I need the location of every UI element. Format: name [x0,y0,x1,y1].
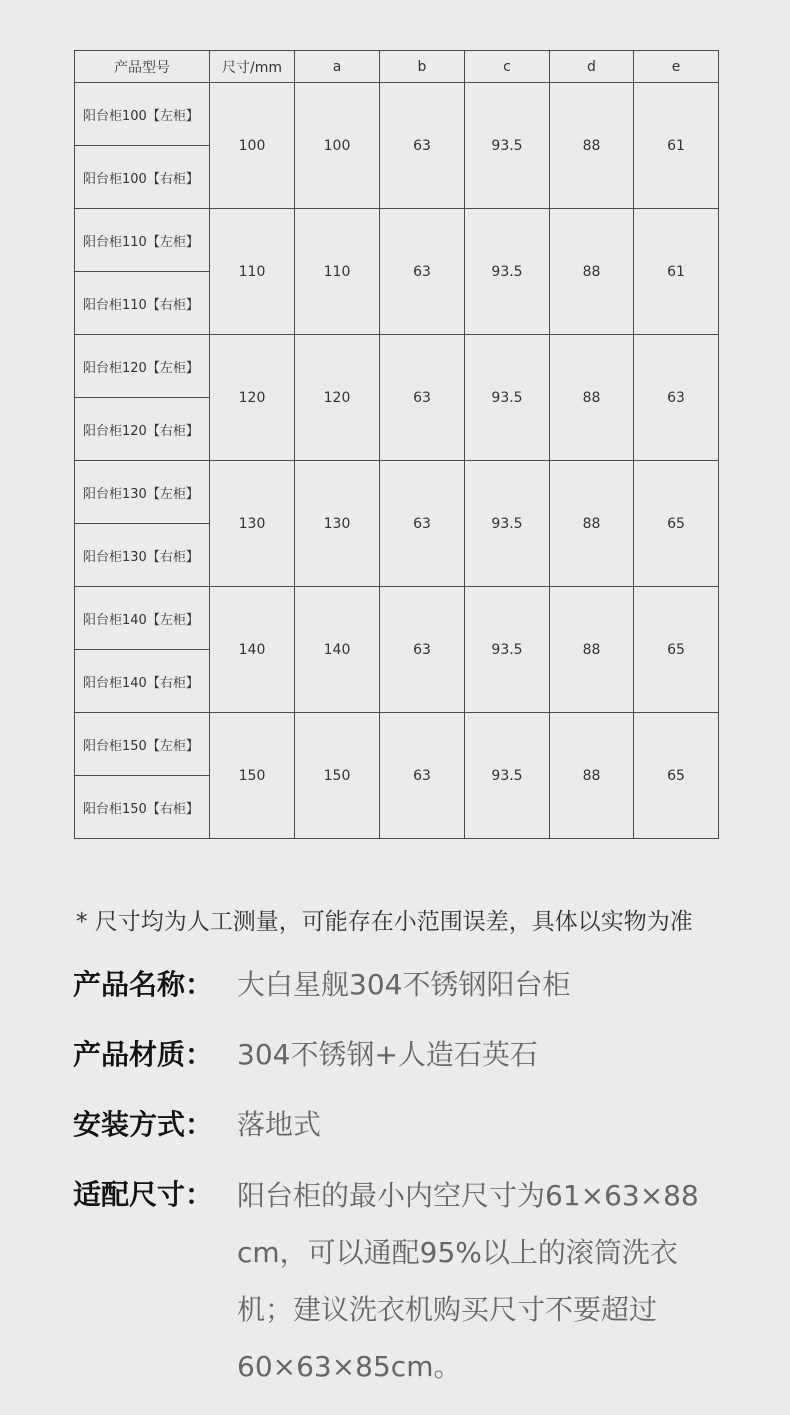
header-cell: e [634,51,719,83]
c-cell: 93.5 [465,83,550,209]
d-cell: 88 [550,461,634,587]
model-cell: 阳台柜110【右柜】 [75,272,210,335]
install-value: 落地式 [237,1108,322,1141]
d-cell: 88 [550,587,634,713]
a-cell: 110 [295,209,380,335]
e-cell: 61 [634,209,719,335]
name-label: 产品名称： [73,968,214,1001]
c-cell: 93.5 [465,335,550,461]
size-cell: 150 [210,713,295,839]
table-row [75,83,719,146]
model-cell: 阳台柜120【左柜】 [75,335,210,398]
b-cell: 63 [380,587,465,713]
material-label: 产品材质： [73,1038,214,1071]
table-row [75,209,719,272]
model-cell: 阳台柜140【右柜】 [75,650,210,713]
b-cell: 63 [380,335,465,461]
product-info [73,960,753,1415]
header-cell: c [465,51,550,83]
a-cell: 150 [295,713,380,839]
model-cell: 阳台柜110【左柜】 [75,209,210,272]
model-cell: 阳台柜130【右柜】 [75,524,210,587]
d-cell: 88 [550,335,634,461]
d-cell: 88 [550,209,634,335]
a-cell: 140 [295,587,380,713]
install-label: 安装方式： [73,1108,214,1141]
e-cell: 61 [634,83,719,209]
model-cell: 阳台柜100【左柜】 [75,83,210,146]
name-value: 大白星舰304不锈钢阳台柜 [237,968,571,1001]
model-cell: 阳台柜150【左柜】 [75,713,210,776]
size-cell: 110 [210,209,295,335]
e-cell: 65 [634,713,719,839]
a-cell: 120 [295,335,380,461]
fit-label: 适配尺寸： [73,1178,214,1211]
a-cell: 100 [295,83,380,209]
measurement-note: * 尺寸均为人工测量，可能存在小范围误差，具体以实物为准 [76,909,693,935]
model-cell: 阳台柜130【左柜】 [75,461,210,524]
c-cell: 93.5 [465,713,550,839]
size-cell: 100 [210,83,295,209]
d-cell: 88 [550,713,634,839]
c-cell: 93.5 [465,587,550,713]
header-cell: b [380,51,465,83]
table-row [75,713,719,776]
c-cell: 93.5 [465,461,550,587]
c-cell: 93.5 [465,209,550,335]
b-cell: 63 [380,461,465,587]
table-row [75,461,719,524]
header-cell: a [295,51,380,83]
model-cell: 阳台柜150【右柜】 [75,776,210,839]
header-cell: 尺寸/mm [210,51,295,83]
size-cell: 130 [210,461,295,587]
a-cell: 130 [295,461,380,587]
table-header-row [75,51,719,83]
e-cell: 63 [634,335,719,461]
header-cell: 产品型号 [75,51,210,83]
e-cell: 65 [634,587,719,713]
fit-value: 阳台柜的最小内空尺寸为61×63×88 cm，可以通配95%以上的滚筒洗衣机；建议洗衣机购买尺寸不要超过60×63×85cm。 [237,1179,699,1383]
model-cell: 阳台柜140【左柜】 [75,587,210,650]
size-cell: 140 [210,587,295,713]
d-cell: 88 [550,83,634,209]
e-cell: 65 [634,461,719,587]
material-value: 304不锈钢+人造石英石 [237,1038,538,1071]
info-row-name [73,960,753,1010]
model-cell: 阳台柜100【右柜】 [75,146,210,209]
b-cell: 63 [380,209,465,335]
model-cell: 阳台柜120【右柜】 [75,398,210,461]
b-cell: 63 [380,83,465,209]
spec-table [74,50,719,839]
size-cell: 120 [210,335,295,461]
info-row-install [73,1100,753,1150]
info-row-fit [73,1170,753,1395]
b-cell: 63 [380,713,465,839]
table-row [75,587,719,650]
table-row [75,335,719,398]
header-cell: d [550,51,634,83]
info-row-material [73,1030,753,1080]
